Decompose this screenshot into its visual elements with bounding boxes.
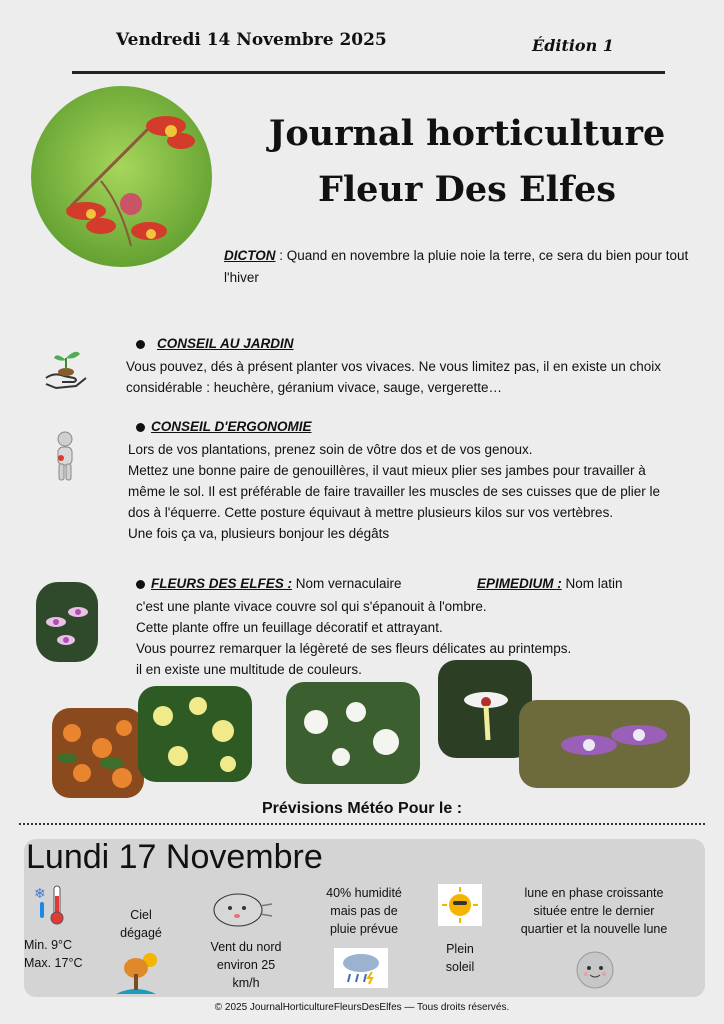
rain-cloud-icon (334, 948, 388, 988)
ergonomie-line-1: Lors de vos plantations, prenez soin de vôtre dos et de vos genoux. (128, 442, 533, 457)
moon-block (506, 884, 682, 938)
sun-line-1: Plein (446, 942, 474, 956)
temp-max: Max. 17°C (24, 956, 83, 970)
dicton-separator: : (275, 248, 287, 263)
epimedium-orange-photo (52, 708, 144, 798)
forecast-day: Lundi 17 Novembre (26, 838, 323, 876)
conseil-jardin-title: CONSEIL AU JARDIN (157, 336, 294, 351)
ergonomie-line-3: même le sol. Il est préférable de faire travailler les muscles de ses cuisses que de plier le (128, 484, 660, 499)
thermometer-snowflake-icon (32, 882, 72, 926)
conseil-jardin-line-1: Vous pouvez, dés à présent planter vos vivaces. Ne vous limitez pas, il en existe un choix (126, 359, 662, 374)
latin-title: EPIMEDIUM : (477, 576, 562, 591)
title-line-1: Journal horticulture (268, 113, 666, 154)
epimedium-white-photo (286, 682, 420, 784)
conseil-jardin-line-2: considérable : heuchère, géranium vivace, sauge, vergerette… (126, 380, 502, 395)
copyright-footer: © 2025 JournalHorticultureFleursDesElfes — Tous droits réservés. (214, 1002, 510, 1013)
moon-line-2: située entre le dernier (533, 904, 655, 918)
fleurs-line-1: c'est une plante vivace couvre sol qui s'épanouit à l'ombre. (136, 599, 487, 614)
bullet (136, 580, 145, 589)
issue-date: Vendredi 14 Novembre 2025 (116, 30, 387, 50)
journal-title (240, 106, 694, 218)
latin-name (477, 576, 623, 591)
humidity-line-2: mais pas de (330, 904, 398, 918)
wind-line-3: km/h (232, 976, 260, 990)
person-back-pain-icon (50, 430, 80, 484)
bullet (136, 340, 145, 349)
sky-line-2: dégagé (120, 926, 162, 940)
sun-icon (438, 884, 482, 926)
moon-line-1: lune en phase croissante (524, 886, 664, 900)
sun-tree-icon (112, 950, 160, 996)
latin-suffix: Nom latin (561, 576, 623, 591)
epimedium-yellow-photo (138, 686, 252, 782)
humidity-line-3: pluie prévue (329, 922, 399, 936)
dicton (224, 245, 704, 289)
dicton-text: Quand en novembre la pluie noie la terre, ce sera du bien pour tout l'hiver (224, 248, 689, 285)
conseil-ergonomie-heading (136, 419, 311, 434)
conseil-jardin-text (126, 356, 716, 398)
sun-line-2: soleil (445, 960, 475, 974)
ergonomie-line-2: Mettez une bonne paire de genouillères, il vaut mieux plier ses jambes pour travailler à (128, 463, 646, 478)
ergonomie-line-5: Une fois ça va, plusieurs bonjour les dégâts (128, 526, 390, 541)
epimedium-thumbnail-photo (36, 582, 98, 662)
svg-text:❄: ❄ (34, 885, 46, 901)
meteo-heading: Prévisions Météo Pour le : (261, 800, 463, 817)
humidity-block (312, 884, 416, 938)
fleurs-heading (136, 576, 716, 591)
wind-block (198, 938, 294, 992)
wind-line-2: environ 25 (216, 958, 276, 972)
fleurs-title-suffix: Nom vernaculaire (292, 576, 402, 591)
conseil-ergonomie-text (128, 439, 708, 544)
conseil-jardin-heading (136, 336, 294, 351)
moon-icon (574, 950, 616, 990)
title-line-2: Fleur Des Elfes (318, 169, 616, 210)
temperature-block (24, 936, 92, 972)
fleurs-line-3: Vous pourrez remarquer la légèreté de ses fleurs délicates au printemps. (136, 641, 572, 656)
hero-flower-photo (31, 86, 212, 267)
seedling-in-hand-icon (42, 344, 88, 390)
ergonomie-line-4: dos à l'équerre. Cette posture équivaut à mettre plusieurs kilos sur vos vertèbres. (128, 505, 614, 520)
temp-min: Min. 9°C (24, 938, 73, 952)
epimedium-purple-photo (519, 700, 690, 788)
edition-label: Édition 1 (532, 36, 614, 55)
bullet (136, 423, 145, 432)
sun-block (430, 940, 490, 976)
conseil-ergonomie-title: CONSEIL D'ERGONOMIE (151, 419, 312, 434)
fleurs-line-4: il en existe une multitude de couleurs. (136, 662, 362, 677)
wind-line-1: Vent du nord (210, 940, 282, 954)
dotted-divider (19, 823, 705, 825)
sky-line-1: Ciel (130, 908, 152, 922)
fleurs-text (136, 596, 696, 680)
moon-line-3: quartier et la nouvelle lune (520, 922, 668, 936)
sky-block (104, 906, 178, 942)
dicton-label: DICTON (224, 248, 276, 263)
fleurs-line-2: Cette plante offre un feuillage décoratif et attrayant. (136, 620, 443, 635)
header-rule (72, 71, 665, 74)
fleurs-title: FLEURS DES ELFES : (151, 576, 293, 591)
wind-cloud-icon (210, 888, 274, 932)
humidity-line-1: 40% humidité (326, 886, 402, 900)
epimedium-white-red-photo (438, 660, 532, 758)
